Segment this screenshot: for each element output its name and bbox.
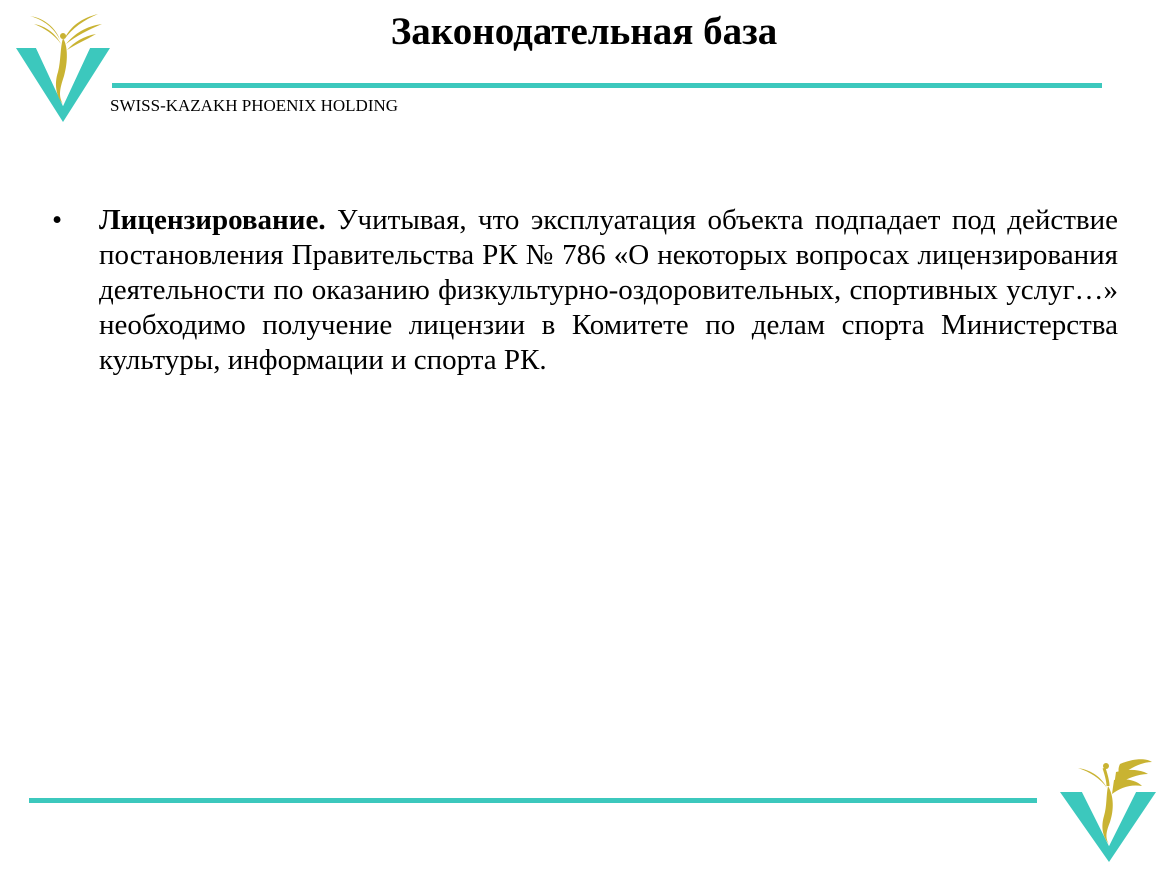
item-lead: Лицензирование. bbox=[99, 204, 326, 236]
phoenix-logo-icon bbox=[1058, 756, 1158, 864]
footer-divider bbox=[29, 798, 1037, 803]
slide-title: Законодательная база bbox=[390, 10, 778, 53]
company-name: SWISS-KAZAKH PHOENIX HOLDING bbox=[110, 96, 399, 115]
slide-content bbox=[52, 203, 1118, 378]
header-divider bbox=[112, 83, 1102, 88]
bullet-icon: • bbox=[52, 204, 63, 236]
item-text: Учитывая, что эксплуатация объекта подпадает под действие постановления Правительства РК № 786 «О некоторых вопросах лицензирования деятельности по оказанию физкультурно-оздоровительных, спортивных услуг…» необходимо получение лицензии в Комитете по делам спорта Министерства культуры, информации и спорта РК. bbox=[99, 204, 1118, 376]
list-item bbox=[52, 203, 1118, 378]
